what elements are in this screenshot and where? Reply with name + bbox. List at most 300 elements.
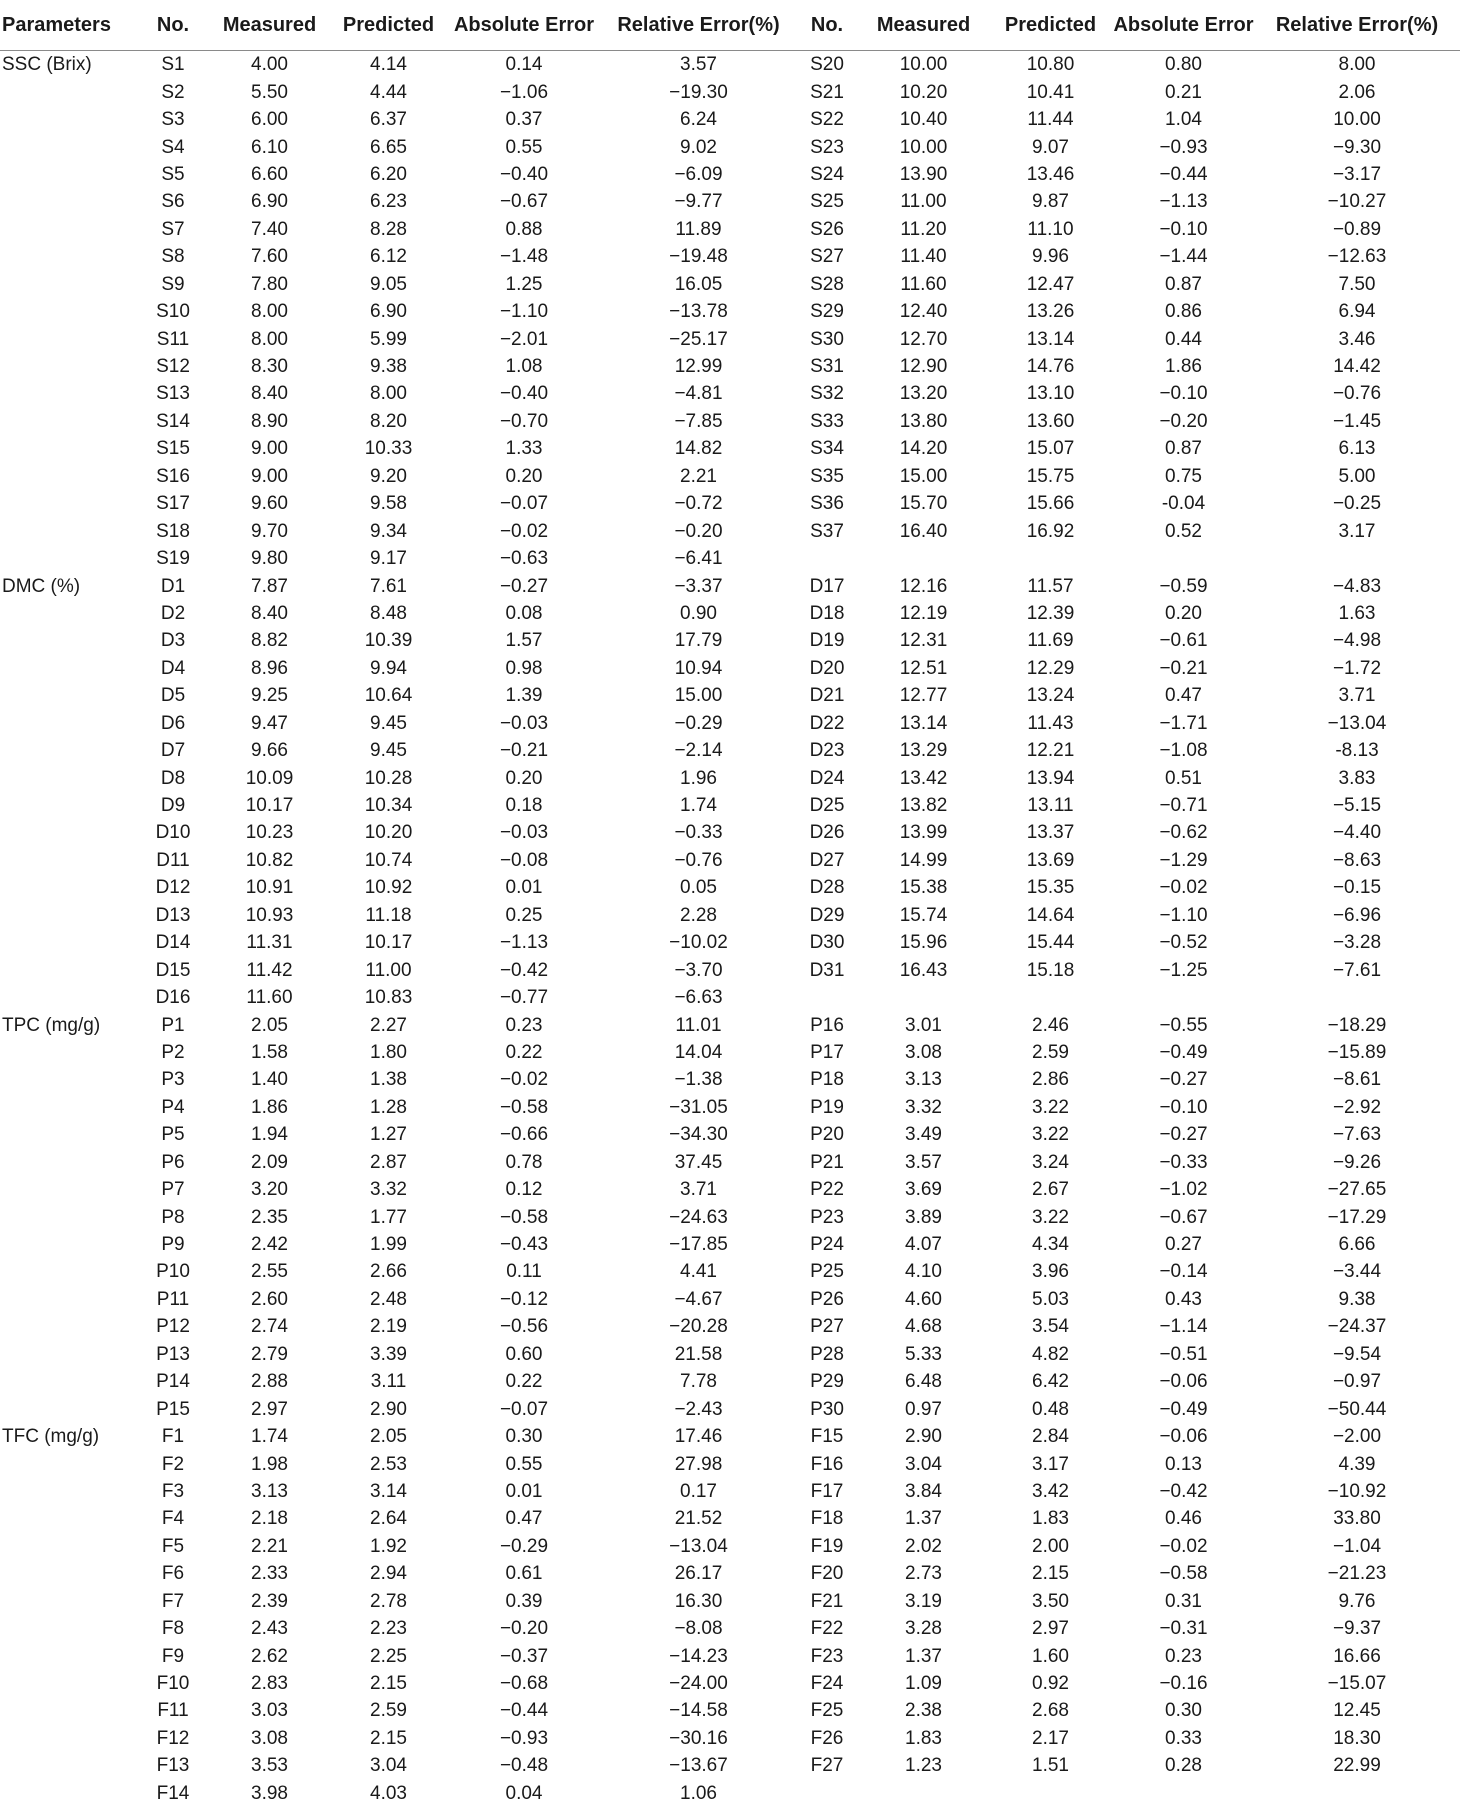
left-no-cell: F9 bbox=[161, 1645, 185, 1667]
left-predicted-cell: 10.74 bbox=[364, 849, 413, 871]
right-predicted-cell: 15.35 bbox=[1026, 877, 1075, 899]
right-no-cell: D18 bbox=[809, 602, 845, 624]
left-absolute-error-cell: −0.20 bbox=[499, 1618, 549, 1640]
table-row bbox=[0, 463, 1460, 490]
left-predicted-cell: 1.27 bbox=[370, 1124, 407, 1146]
right-relative-error-cell: −9.30 bbox=[1332, 136, 1382, 158]
right-measured-cell: 2.90 bbox=[905, 1426, 942, 1448]
right-no-cell: D30 bbox=[809, 932, 845, 954]
right-measured-cell: 2.38 bbox=[905, 1700, 942, 1722]
table-row bbox=[0, 984, 1460, 1011]
right-predicted-cell: 14.76 bbox=[1026, 356, 1075, 378]
left-absolute-error-cell: 0.14 bbox=[505, 54, 543, 76]
left-measured-cell: 1.98 bbox=[251, 1453, 288, 1475]
right-no-cell: S28 bbox=[810, 273, 844, 295]
left-predicted-cell: 2.48 bbox=[370, 1288, 407, 1310]
table-row bbox=[0, 1615, 1460, 1642]
parameter-cell bbox=[0, 517, 138, 544]
left-relative-error-cell: −30.16 bbox=[669, 1727, 728, 1749]
left-relative-error-cell: −9.77 bbox=[674, 191, 723, 213]
right-absolute-error-cell: 0.46 bbox=[1165, 1508, 1202, 1530]
right-no-cell: S29 bbox=[810, 301, 844, 323]
parameter-cell bbox=[0, 353, 138, 380]
right-predicted-cell: 2.15 bbox=[1032, 1563, 1069, 1585]
right-predicted-cell: 3.22 bbox=[1032, 1206, 1069, 1228]
left-relative-error-cell: 11.01 bbox=[675, 1014, 722, 1036]
right-predicted-cell: 9.07 bbox=[1032, 136, 1069, 158]
left-predicted-cell: 6.65 bbox=[370, 136, 407, 158]
right-relative-error-cell: 18.30 bbox=[1333, 1727, 1381, 1749]
right-absolute-error-cell: −0.21 bbox=[1159, 657, 1208, 679]
header-predicted-right: Predicted bbox=[988, 0, 1113, 51]
right-absolute-error-cell: −0.61 bbox=[1159, 630, 1208, 652]
right-relative-error-cell: -8.13 bbox=[1335, 740, 1379, 762]
right-measured-cell: 11.60 bbox=[900, 273, 947, 295]
right-measured-cell: 12.31 bbox=[899, 630, 948, 652]
left-no-cell: P4 bbox=[161, 1096, 185, 1118]
left-measured-cell: 10.91 bbox=[245, 877, 294, 899]
left-predicted-cell: 8.20 bbox=[370, 410, 407, 432]
right-measured-cell: 0.97 bbox=[905, 1398, 942, 1420]
right-no-cell bbox=[795, 1780, 859, 1807]
parameter-cell bbox=[0, 847, 138, 874]
right-relative-error-cell: −12.63 bbox=[1327, 246, 1387, 268]
parameter-cell bbox=[0, 1121, 138, 1148]
right-predicted-cell: 3.17 bbox=[1032, 1453, 1069, 1475]
right-absolute-error-cell: −0.06 bbox=[1159, 1426, 1208, 1448]
right-absolute-error-cell: −0.27 bbox=[1159, 1124, 1208, 1146]
left-measured-cell: 1.58 bbox=[251, 1041, 288, 1063]
left-absolute-error-cell: −1.10 bbox=[499, 301, 549, 323]
right-predicted-cell: 3.22 bbox=[1032, 1096, 1069, 1118]
right-predicted-cell: 0.92 bbox=[1032, 1673, 1069, 1695]
left-predicted-cell: 6.23 bbox=[370, 191, 407, 213]
left-absolute-error-cell: −0.44 bbox=[499, 1700, 549, 1722]
right-predicted-cell: 12.47 bbox=[1026, 273, 1075, 295]
left-predicted-cell: 10.33 bbox=[364, 438, 413, 460]
left-absolute-error-cell: 0.20 bbox=[505, 465, 543, 487]
left-relative-error-cell: −6.41 bbox=[674, 548, 723, 570]
right-relative-error-cell: 3.46 bbox=[1338, 328, 1376, 350]
right-absolute-error-cell: −0.44 bbox=[1159, 163, 1208, 185]
right-absolute-error-cell: −0.49 bbox=[1159, 1398, 1208, 1420]
table-row bbox=[0, 792, 1460, 819]
parameter-cell: TPC (mg/g) bbox=[2, 1014, 101, 1036]
right-predicted-cell: 13.94 bbox=[1026, 767, 1075, 789]
right-predicted-cell: 2.46 bbox=[1032, 1014, 1069, 1036]
parameter-cell bbox=[0, 1313, 138, 1340]
right-relative-error-cell: −0.15 bbox=[1332, 877, 1382, 899]
left-absolute-error-cell: −0.27 bbox=[499, 575, 549, 597]
left-predicted-cell: 2.23 bbox=[370, 1618, 407, 1640]
left-measured-cell: 9.80 bbox=[251, 548, 288, 570]
right-measured-cell: 4.10 bbox=[905, 1261, 942, 1283]
left-predicted-cell: 10.64 bbox=[364, 685, 413, 707]
table-header bbox=[0, 0, 1460, 51]
right-absolute-error-cell: −0.71 bbox=[1159, 795, 1208, 817]
left-predicted-cell: 9.17 bbox=[370, 548, 407, 570]
right-relative-error-cell: −10.92 bbox=[1327, 1480, 1387, 1502]
left-predicted-cell: 2.59 bbox=[370, 1700, 407, 1722]
right-relative-error-cell: 3.71 bbox=[1338, 685, 1376, 707]
left-relative-error-cell: −24.63 bbox=[669, 1206, 728, 1228]
right-measured-cell: 3.04 bbox=[905, 1453, 942, 1475]
table-row bbox=[0, 271, 1460, 298]
left-predicted-cell: 1.77 bbox=[370, 1206, 407, 1228]
right-no-cell: S37 bbox=[810, 520, 844, 542]
right-measured-cell: 13.80 bbox=[899, 410, 948, 432]
left-measured-cell: 2.35 bbox=[251, 1206, 288, 1228]
right-relative-error-cell: −2.92 bbox=[1332, 1096, 1382, 1118]
left-predicted-cell: 9.45 bbox=[370, 712, 407, 734]
left-absolute-error-cell: −0.03 bbox=[499, 822, 549, 844]
left-absolute-error-cell: −0.48 bbox=[499, 1755, 549, 1777]
left-measured-cell: 2.83 bbox=[251, 1673, 288, 1695]
left-predicted-cell: 10.20 bbox=[364, 822, 413, 844]
left-relative-error-cell: −10.02 bbox=[669, 932, 728, 954]
right-predicted-cell: 12.39 bbox=[1026, 602, 1075, 624]
right-relative-error-cell: −1.04 bbox=[1332, 1535, 1382, 1557]
right-no-cell: P29 bbox=[810, 1371, 844, 1393]
left-measured-cell: 6.60 bbox=[251, 163, 288, 185]
left-absolute-error-cell: −0.93 bbox=[499, 1727, 549, 1749]
right-no-cell: P23 bbox=[810, 1206, 844, 1228]
right-absolute-error-cell bbox=[1113, 545, 1254, 572]
right-predicted-cell: 10.41 bbox=[1026, 81, 1075, 103]
left-measured-cell: 9.00 bbox=[251, 438, 288, 460]
parameter-cell bbox=[0, 627, 138, 654]
left-absolute-error-cell: −0.58 bbox=[499, 1096, 549, 1118]
right-no-cell: F25 bbox=[810, 1700, 844, 1722]
right-relative-error-cell: −9.54 bbox=[1332, 1343, 1382, 1365]
right-relative-error-cell: −4.98 bbox=[1332, 630, 1382, 652]
table-row bbox=[0, 1533, 1460, 1560]
right-measured-cell: 13.82 bbox=[899, 795, 948, 817]
right-absolute-error-cell: −0.06 bbox=[1159, 1371, 1208, 1393]
right-predicted-cell: 12.21 bbox=[1026, 740, 1075, 762]
left-no-cell: S14 bbox=[156, 410, 190, 432]
parameter-cell bbox=[0, 902, 138, 929]
left-absolute-error-cell: 0.11 bbox=[506, 1261, 542, 1283]
right-no-cell: F17 bbox=[810, 1480, 844, 1502]
right-absolute-error-cell: −1.13 bbox=[1159, 191, 1208, 213]
parameter-cell bbox=[0, 1368, 138, 1395]
right-predicted-cell: 6.42 bbox=[1032, 1371, 1069, 1393]
left-relative-error-cell: 12.99 bbox=[674, 356, 723, 378]
table-row bbox=[0, 161, 1460, 188]
right-measured-cell: 3.32 bbox=[905, 1096, 942, 1118]
right-measured-cell: 15.38 bbox=[899, 877, 948, 899]
left-measured-cell: 8.96 bbox=[251, 657, 288, 679]
parameter-cell bbox=[0, 737, 138, 764]
right-relative-error-cell: −10.27 bbox=[1327, 191, 1387, 213]
right-absolute-error-cell: −0.10 bbox=[1159, 218, 1208, 240]
left-predicted-cell: 2.66 bbox=[370, 1261, 407, 1283]
right-no-cell: S21 bbox=[810, 81, 844, 103]
left-measured-cell: 10.93 bbox=[245, 904, 294, 926]
left-relative-error-cell: 21.52 bbox=[674, 1508, 723, 1530]
right-relative-error-cell: 6.94 bbox=[1338, 301, 1376, 323]
right-no-cell: P18 bbox=[810, 1069, 844, 1091]
right-relative-error-cell bbox=[1254, 545, 1460, 572]
left-measured-cell: 4.00 bbox=[251, 54, 288, 76]
left-absolute-error-cell: −1.06 bbox=[499, 81, 549, 103]
right-absolute-error-cell: −0.49 bbox=[1159, 1041, 1208, 1063]
left-measured-cell: 9.70 bbox=[251, 520, 288, 542]
header-measured-right: Measured bbox=[859, 0, 988, 51]
left-predicted-cell: 2.15 bbox=[370, 1727, 407, 1749]
table-row bbox=[0, 1505, 1460, 1532]
right-predicted-cell: 2.84 bbox=[1032, 1426, 1069, 1448]
parameter-cell: TFC (mg/g) bbox=[2, 1426, 100, 1448]
left-measured-cell: 2.60 bbox=[251, 1288, 288, 1310]
left-relative-error-cell: 17.46 bbox=[674, 1426, 723, 1448]
left-relative-error-cell: 9.02 bbox=[680, 136, 717, 158]
left-predicted-cell: 3.11 bbox=[370, 1371, 407, 1393]
table-row bbox=[0, 408, 1460, 435]
left-predicted-cell: 2.90 bbox=[370, 1398, 407, 1420]
parameter-cell bbox=[0, 545, 138, 572]
left-absolute-error-cell: 0.37 bbox=[505, 109, 543, 131]
right-absolute-error-cell: −1.71 bbox=[1159, 712, 1208, 734]
parameter-cell bbox=[0, 1725, 138, 1752]
right-no-cell: F20 bbox=[810, 1563, 844, 1585]
left-measured-cell: 5.50 bbox=[251, 81, 288, 103]
left-measured-cell: 7.60 bbox=[251, 246, 288, 268]
left-no-cell: D5 bbox=[160, 685, 186, 707]
left-no-cell: P8 bbox=[161, 1206, 185, 1228]
left-no-cell: D3 bbox=[160, 630, 186, 652]
left-no-cell: F11 bbox=[157, 1700, 189, 1722]
parameter-cell bbox=[0, 298, 138, 325]
right-absolute-error-cell: 0.33 bbox=[1165, 1727, 1202, 1749]
table-row bbox=[0, 51, 1460, 79]
left-predicted-cell: 10.92 bbox=[364, 877, 413, 899]
right-measured-cell: 3.19 bbox=[905, 1590, 942, 1612]
right-relative-error-cell: 5.00 bbox=[1338, 465, 1376, 487]
right-absolute-error-cell: −1.44 bbox=[1159, 246, 1208, 268]
left-predicted-cell: 2.15 bbox=[370, 1673, 407, 1695]
header-absolute-error-right: Absolute Error bbox=[1113, 0, 1254, 51]
left-no-cell: S12 bbox=[156, 356, 190, 378]
right-no-cell: D21 bbox=[809, 685, 845, 707]
right-measured-cell: 15.96 bbox=[899, 932, 948, 954]
left-no-cell: S8 bbox=[161, 246, 185, 268]
right-absolute-error-cell: −0.55 bbox=[1159, 1014, 1208, 1036]
left-measured-cell: 2.05 bbox=[251, 1014, 288, 1036]
right-no-cell: S31 bbox=[810, 356, 844, 378]
left-relative-error-cell: 17.79 bbox=[674, 630, 723, 652]
left-no-cell: P7 bbox=[161, 1179, 185, 1201]
right-no-cell: D25 bbox=[809, 795, 845, 817]
left-relative-error-cell: −7.85 bbox=[674, 410, 723, 432]
left-relative-error-cell: 0.90 bbox=[680, 602, 717, 624]
parameter-cell bbox=[0, 1176, 138, 1203]
right-predicted-cell: 15.18 bbox=[1026, 959, 1075, 981]
right-measured-cell: 12.70 bbox=[899, 328, 948, 350]
left-predicted-cell: 9.94 bbox=[370, 657, 407, 679]
parameter-cell bbox=[0, 1505, 138, 1532]
table-row bbox=[0, 572, 1460, 599]
right-relative-error-cell: 16.66 bbox=[1333, 1645, 1381, 1667]
right-measured-cell: 3.89 bbox=[905, 1206, 942, 1228]
right-predicted-cell bbox=[988, 1780, 1113, 1807]
right-relative-error-cell: 33.80 bbox=[1333, 1508, 1381, 1530]
left-no-cell: P9 bbox=[161, 1234, 185, 1256]
right-predicted-cell bbox=[988, 984, 1113, 1011]
left-measured-cell: 2.88 bbox=[251, 1371, 288, 1393]
left-measured-cell: 2.43 bbox=[251, 1618, 288, 1640]
parameter-cell bbox=[0, 216, 138, 243]
table-row bbox=[0, 298, 1460, 325]
left-no-cell: S18 bbox=[156, 520, 190, 542]
right-predicted-cell: 9.96 bbox=[1032, 246, 1069, 268]
left-no-cell: S10 bbox=[156, 301, 190, 323]
parameter-cell bbox=[0, 984, 138, 1011]
right-no-cell: F16 bbox=[810, 1453, 844, 1475]
right-relative-error-cell: 9.76 bbox=[1338, 1590, 1376, 1612]
left-absolute-error-cell: 1.39 bbox=[505, 685, 543, 707]
left-no-cell: S19 bbox=[156, 548, 190, 570]
left-relative-error-cell: 26.17 bbox=[674, 1563, 723, 1585]
left-relative-error-cell: −24.00 bbox=[669, 1673, 728, 1695]
left-absolute-error-cell: −0.29 bbox=[499, 1535, 549, 1557]
left-absolute-error-cell: −1.13 bbox=[499, 932, 549, 954]
right-no-cell: D22 bbox=[809, 712, 845, 734]
left-no-cell: S13 bbox=[156, 383, 190, 405]
left-no-cell: S17 bbox=[156, 493, 190, 515]
left-absolute-error-cell: −0.68 bbox=[499, 1673, 549, 1695]
right-no-cell: S33 bbox=[810, 410, 844, 432]
header-relative-error-left: Relative Error(%) bbox=[602, 0, 795, 51]
left-absolute-error-cell: −0.43 bbox=[499, 1234, 549, 1256]
table-row bbox=[0, 133, 1460, 160]
left-absolute-error-cell: −0.66 bbox=[499, 1124, 549, 1146]
left-relative-error-cell: −13.78 bbox=[669, 301, 728, 323]
right-measured-cell: 4.60 bbox=[905, 1288, 942, 1310]
parameter-cell bbox=[0, 490, 138, 517]
right-absolute-error-cell: −0.62 bbox=[1159, 822, 1208, 844]
left-absolute-error-cell: 0.88 bbox=[505, 218, 543, 240]
left-absolute-error-cell: 1.57 bbox=[505, 630, 543, 652]
left-no-cell: D2 bbox=[160, 602, 186, 624]
parameter-cell bbox=[0, 655, 138, 682]
left-measured-cell: 7.80 bbox=[251, 273, 288, 295]
left-relative-error-cell: −0.33 bbox=[674, 822, 723, 844]
right-absolute-error-cell: 0.28 bbox=[1165, 1755, 1202, 1777]
table-row bbox=[0, 819, 1460, 846]
left-relative-error-cell: −0.76 bbox=[674, 849, 723, 871]
parameter-cell bbox=[0, 463, 138, 490]
right-absolute-error-cell: −0.02 bbox=[1159, 877, 1208, 899]
left-no-cell: S11 bbox=[156, 328, 190, 350]
table-row bbox=[0, 1094, 1460, 1121]
left-absolute-error-cell: 1.25 bbox=[505, 273, 543, 295]
left-absolute-error-cell: −0.12 bbox=[499, 1288, 549, 1310]
right-predicted-cell: 13.46 bbox=[1026, 163, 1075, 185]
right-predicted-cell: 2.68 bbox=[1032, 1700, 1069, 1722]
right-no-cell: P25 bbox=[810, 1261, 844, 1283]
right-measured-cell: 12.40 bbox=[899, 301, 948, 323]
right-no-cell: F27 bbox=[810, 1755, 844, 1777]
right-absolute-error-cell: −1.29 bbox=[1159, 849, 1208, 871]
left-relative-error-cell: −3.37 bbox=[674, 575, 723, 597]
left-no-cell: F13 bbox=[156, 1755, 190, 1777]
parameter-cell bbox=[0, 1533, 138, 1560]
left-measured-cell: 1.40 bbox=[251, 1069, 288, 1091]
left-measured-cell: 11.31 bbox=[246, 932, 293, 954]
table-row bbox=[0, 1752, 1460, 1779]
right-predicted-cell: 3.96 bbox=[1032, 1261, 1069, 1283]
header-no-right: No. bbox=[795, 0, 859, 51]
left-relative-error-cell: −6.09 bbox=[674, 163, 723, 185]
left-no-cell: F8 bbox=[161, 1618, 185, 1640]
right-no-cell: P28 bbox=[810, 1343, 844, 1365]
table-row bbox=[0, 1258, 1460, 1285]
left-no-cell: D8 bbox=[160, 767, 186, 789]
parameter-cell bbox=[0, 1149, 138, 1176]
right-relative-error-cell: 3.17 bbox=[1338, 520, 1376, 542]
table-body bbox=[0, 51, 1460, 1808]
right-measured-cell: 10.00 bbox=[899, 136, 948, 158]
parameter-cell bbox=[0, 1341, 138, 1368]
left-absolute-error-cell: −2.01 bbox=[499, 328, 549, 350]
right-relative-error-cell: −1.45 bbox=[1332, 410, 1382, 432]
left-predicted-cell: 1.80 bbox=[370, 1041, 407, 1063]
right-predicted-cell: 3.50 bbox=[1032, 1590, 1069, 1612]
left-no-cell: D13 bbox=[155, 904, 191, 926]
right-no-cell: P22 bbox=[810, 1179, 844, 1201]
table-row bbox=[0, 78, 1460, 105]
left-predicted-cell: 1.28 bbox=[370, 1096, 407, 1118]
right-predicted-cell: 15.75 bbox=[1026, 465, 1075, 487]
right-absolute-error-cell: 0.86 bbox=[1165, 301, 1202, 323]
right-measured-cell: 13.42 bbox=[899, 767, 948, 789]
left-no-cell: P12 bbox=[156, 1316, 190, 1338]
left-relative-error-cell: 1.96 bbox=[680, 767, 717, 789]
left-relative-error-cell: 1.06 bbox=[680, 1782, 717, 1804]
left-relative-error-cell: 0.05 bbox=[680, 877, 717, 899]
left-absolute-error-cell: −0.58 bbox=[499, 1206, 549, 1228]
left-no-cell: P13 bbox=[156, 1343, 190, 1365]
right-absolute-error-cell: −1.02 bbox=[1159, 1179, 1208, 1201]
left-measured-cell: 6.10 bbox=[251, 136, 288, 158]
left-predicted-cell: 2.78 bbox=[370, 1590, 407, 1612]
parameter-cell bbox=[0, 1395, 138, 1422]
right-no-cell: D28 bbox=[809, 877, 845, 899]
right-no-cell: S34 bbox=[810, 438, 844, 460]
parameter-cell bbox=[0, 106, 138, 133]
left-no-cell: P15 bbox=[156, 1398, 190, 1420]
left-measured-cell: 1.94 bbox=[251, 1124, 288, 1146]
left-no-cell: P14 bbox=[156, 1371, 190, 1393]
left-relative-error-cell: −25.17 bbox=[669, 328, 728, 350]
right-absolute-error-cell: −1.14 bbox=[1159, 1316, 1208, 1338]
parameter-cell bbox=[0, 682, 138, 709]
left-relative-error-cell: −14.23 bbox=[669, 1645, 728, 1667]
right-relative-error-cell: −7.63 bbox=[1332, 1124, 1382, 1146]
right-absolute-error-cell: 0.31 bbox=[1165, 1590, 1202, 1612]
right-measured-cell: 16.43 bbox=[899, 959, 948, 981]
right-predicted-cell: 10.80 bbox=[1026, 54, 1075, 76]
left-absolute-error-cell: −0.42 bbox=[499, 959, 549, 981]
right-relative-error-cell: −21.23 bbox=[1327, 1563, 1387, 1585]
left-relative-error-cell: −6.63 bbox=[674, 987, 723, 1009]
right-measured-cell: 1.83 bbox=[905, 1727, 942, 1749]
table-row bbox=[0, 764, 1460, 791]
left-absolute-error-cell: 0.08 bbox=[505, 602, 543, 624]
table-row bbox=[0, 1368, 1460, 1395]
